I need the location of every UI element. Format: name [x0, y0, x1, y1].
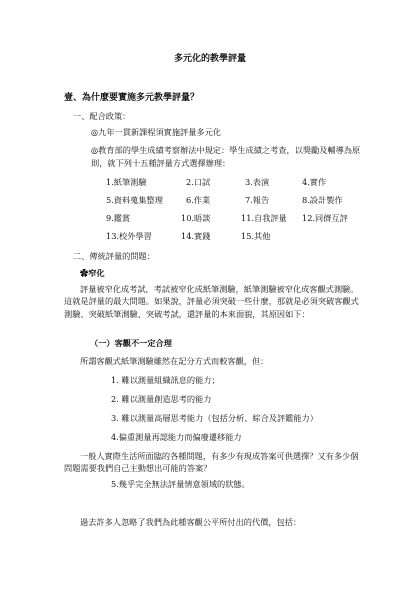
method-item: 1.紙筆測驗	[106, 177, 147, 187]
method-item: 15.其他	[241, 231, 271, 241]
section-heading: 壹、為什麼要實施多元教學評量？	[64, 93, 200, 103]
method-item: 10.晤談	[181, 213, 211, 223]
bullet-regulation: ◎教育部的學生成績考察辦法中規定：學生成績之考查，以獎勵及輔導為原則，就下列十五種評量方式選擇辦理：	[91, 145, 361, 168]
method-item: 11.自我評量	[241, 213, 287, 223]
method-item: 3.表演	[245, 177, 270, 187]
flower-bullet-icon: ✿	[80, 268, 89, 278]
method-item: 5.資料蒐集整理	[106, 195, 163, 205]
page-title: 多元化的教學評量	[173, 54, 246, 64]
reason-intro: 所謂客觀式紙筆測驗雖然在記分方式而較客觀，但：	[80, 356, 269, 366]
closing-sentence: 過去許多人忽略了我們為此種客觀公平所付出的代價，包括：	[80, 517, 302, 527]
reason-heading: （一）客觀不一定合理	[90, 338, 172, 348]
reason-item: 2. 難以測量創造思考的能力	[111, 394, 212, 404]
method-item: 8.設計製作	[302, 195, 343, 205]
bullet-curriculum: ◎九年一貫新課程須實施評量多元化	[91, 127, 221, 137]
method-item: 7.報告	[245, 195, 270, 205]
reason-item: 1. 難以測量組織訊息的能力；	[111, 375, 220, 385]
method-item: 6.作業	[186, 195, 211, 205]
method-item: 4.實作	[302, 177, 327, 187]
subheading-policy: 一、配合政策：	[73, 111, 131, 121]
reason5-intro: 一般人實際生活所面臨的各種問題，有多少有現成答案可供選擇？又有多少個問題需要我們自己主動想出可能的答案？	[64, 451, 359, 474]
problem-label: ✿窄化	[80, 268, 105, 278]
method-item: 12.同儕互評	[302, 213, 348, 223]
reason-item: 3. 難以測量高層思考能力（包括分析、綜合及評鑑能力）	[111, 413, 318, 423]
method-item: 9.鑑賞	[106, 213, 131, 223]
subheading-problems: 二、傳統評量的問題：	[73, 251, 155, 261]
problem-paragraph: 評量被窄化成考試，考試被窄化成紙筆測驗，紙筆測驗被窄化成客觀式測驗。這就是評量的最大問題。如果說，評量必須突破一些什麼，那就是必須突破客觀式測驗、突破紙筆測驗、突破考試，還評量的本來面貌，其原因如下：	[64, 284, 359, 319]
method-item: 2.口試	[186, 177, 211, 187]
reason-item-5: 5.幾乎完全無法評量情意領域的狀態。	[111, 479, 250, 489]
reason-item: 4.偏重測量再認能力而偏廢遷移能力	[111, 432, 242, 442]
method-item: 13.校外學習	[106, 231, 152, 241]
method-item: 14.實踐	[181, 231, 211, 241]
